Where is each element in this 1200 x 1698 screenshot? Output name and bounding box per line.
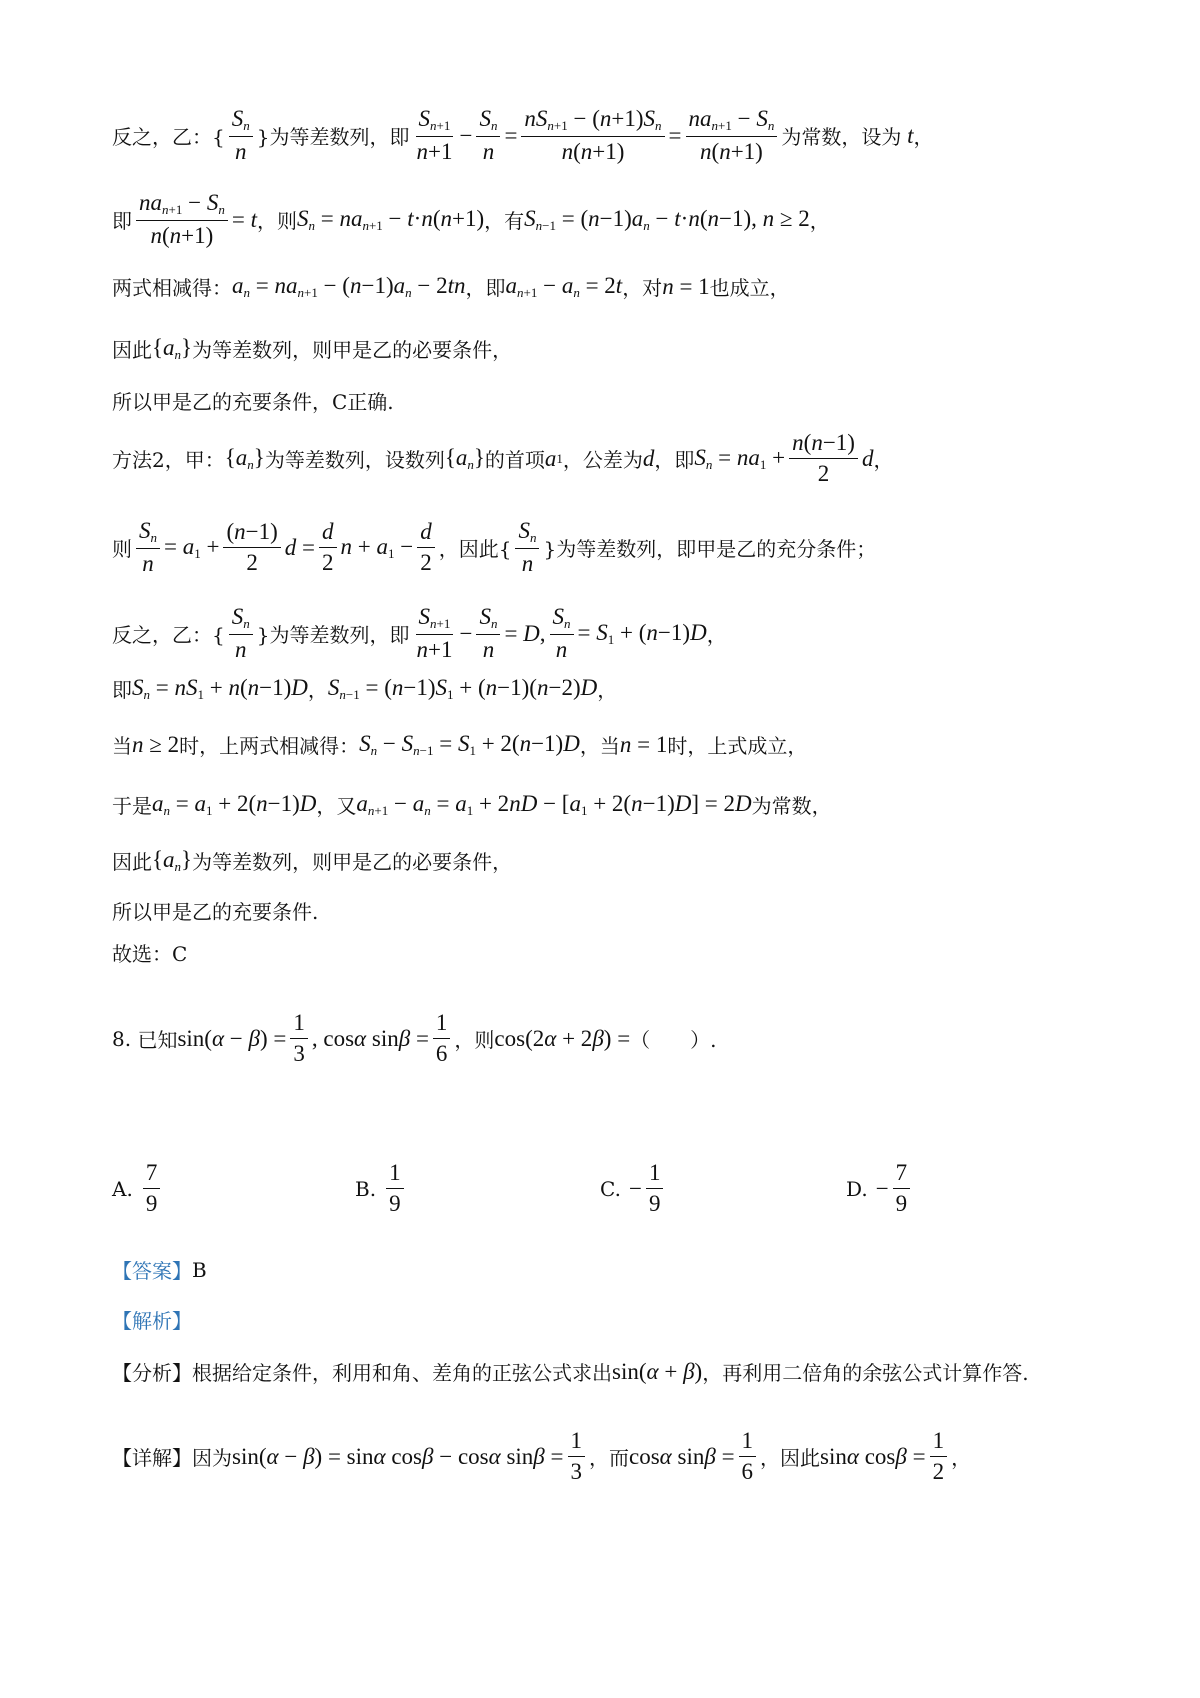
answer-tag: 【答案】 [112,1259,192,1283]
option-b: B. $\frac{1}{9}$ [355,1160,408,1218]
analysis-tag-line [112,1305,192,1334]
line-2: 即 $\frac{na_{n+1} - S_n}{n(n+1)}$ = t ，则 $S_n = na_{n+1} - t\cdot n(n+1)$ ，有 $S_{n-1} = (n-1)a_n - t\cdot n(n-1)$, n ≥ 2 ， [112,190,830,248]
line-5: 所以甲是乙的充要条件，C正确. [112,390,394,414]
option-a: A. $\frac{7}{9}$ [112,1160,164,1218]
line-6: 方法2，甲： $\{a_n\}$ 为等差数列，设数列 $\{a_n\}$ 的首项 a 1 ，公差为 d ，即 $S_n = na_1$ + $\frac{n(n-1)}{2}$ d ， [112,430,894,487]
analysis-tag: 【解析】 [112,1309,192,1333]
line-11: 于是 $a_n = a_1 + 2(n-1)D$ ，又 $a_{n+1} - a_n = a_1 + 2nD - [a_1 + 2(n-1)D] = 2D$ 为常数， [112,790,832,818]
fenxi-tag: 【分析】 [112,1361,192,1385]
answer-value: B [192,1257,207,1282]
option-a-label: A. [112,1176,133,1201]
option-d: D. − $\frac{7}{9}$ [846,1160,914,1218]
line-4: 因此 $\{a_n\}$ 为等差数列，则甲是乙的必要条件， [112,334,513,362]
option-c: C. − $\frac{1}{9}$ [600,1160,667,1218]
line-10: 当 n ≥ 2 时，上两式相减得： $S_n - S_{n-1} = S_1 + 2(n-1)D$ ，当 n = 1 时，上式成立， [112,730,808,758]
line-9: 即 $S_n = nS_1 + n(n-1)D$ ， $S_{n-1} = (n-1)S_1 + (n-1)(n-2)D$ ， [112,674,618,702]
line-1: 反之，乙：{ $\frac{S_n}{n}$ }为等差数列，即 $\frac{S_{n+1}}{n+1}$ − $\frac{S_n}{n}$ = $\frac{nS_{n+1} - (n+1)S_n}{n(n+1)}$ = $\frac{na_{n+1} - S_n}{n(n+1)}$ 为常数，设为 t ， [112,106,934,164]
xiangjie-line: 【详解】 因为 sin(α − β) = sinα cosβ − cosα sinβ = $\frac{1}{3}$ ，而 cosα sinβ = $\frac{1}{6}$ ，因此 sinα cosβ = $\frac{1}{2}$ ， [112,1428,972,1485]
line-14: 故选：C [112,942,188,966]
question-8-stem: 8. 已知 sin(α − β) = $\frac{1}{3}$ , cosα sinβ = $\frac{1}{6}$ ，则 cos(2α + 2β) = （ ）. [112,1010,717,1067]
fenxi-line: 【分析】 根据给定条件，利用和角、差角的正弦公式求出 sin(α + β) ，再利用二倍角的余弦公式计算作答. [112,1358,1029,1385]
option-b-label: B. [355,1176,377,1201]
xiangjie-tag: 【详解】 [112,1446,192,1471]
answer-line [112,1255,207,1284]
line-7: 则 $\frac{S_n}{n}$ = $a_1$ + $\frac{(n-1)}{2}$ d = $\frac{d}{2}$ $n + a_1$ − $\frac{d}{2}$ ，因此{ $\frac{S_n}{n}$ }为等差数列，即甲是乙的充分条件； [112,518,877,576]
option-c-label: C. [600,1176,621,1201]
line-12: 因此 $\{a_n\}$ 为等差数列，则甲是乙的必要条件， [112,846,513,874]
question-number: 8. [112,1026,132,1051]
line-8: 反之，乙：{ $\frac{S_n}{n}$ }为等差数列，即 $\frac{S_{n+1}}{n+1}$ − $\frac{S_n}{n}$ = D, $\frac{S_n}{n}$ = $S_1 + (n-1)D$ ， [112,604,727,662]
line-3: 两式相减得： $a_n = na_{n+1} - (n-1)a_n - 2tn$ ，即 $a_{n+1} - a_n = 2t$ ，对 n = 1 也成立， [112,272,790,300]
option-d-label: D. [846,1176,868,1201]
line-13: 所以甲是乙的充要条件. [112,900,319,924]
